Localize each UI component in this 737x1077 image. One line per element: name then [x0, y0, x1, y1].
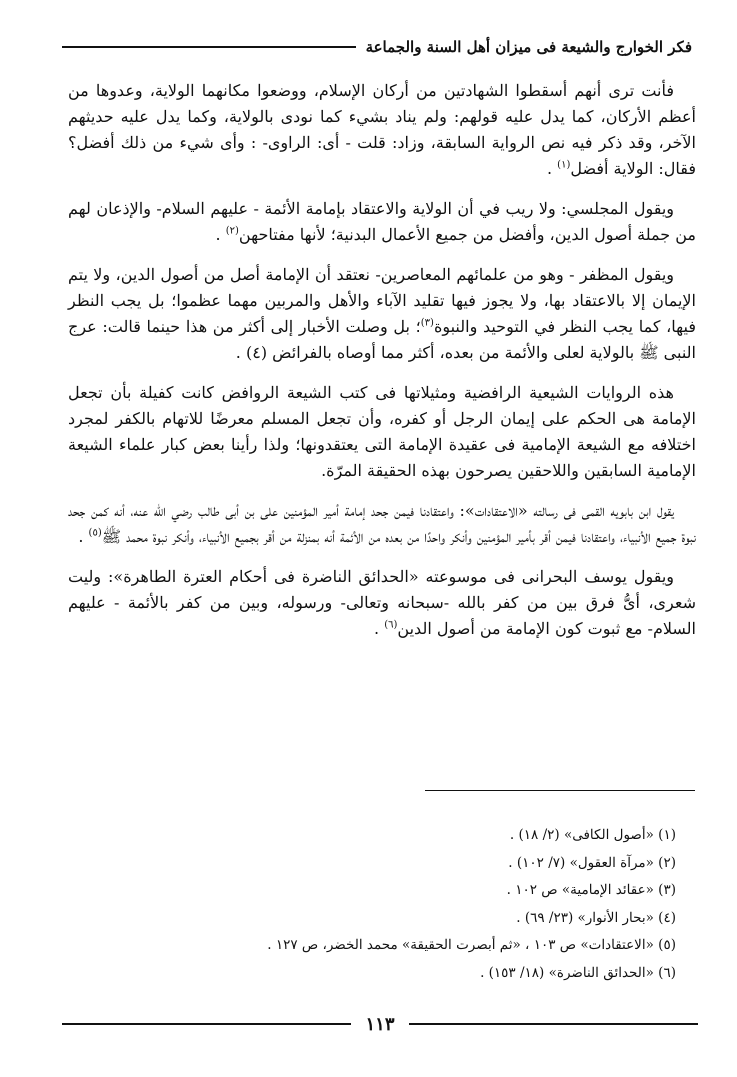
paragraph-5: يقول ابن بابويه القمى فى رسالته «الاعتقادات»: واعتقادنا فيمن جحد إمامة أمير المؤمنين على بن أبى طالب رضي الله عنه، أنه كمن جحد نبوة جميع الأنبياء، واعتقادنا فيمن أقر بأمير المؤمنين وأنكر واحدًا من بعده من الأئمة أنه بمنزلة من أقر بجميع الأنبياء، وأنكر نبوة محمد ﷺ$^{(٥)}$ .	[68, 501, 696, 546]
running-header	[62, 34, 692, 60]
footnote-4: (٤) «بحار الأنوار» (٢٣/ ٦٩) .	[516, 909, 676, 926]
footnote-5: (٥) «الاعتقادات» ص ١٠٣ ، «ثم أبصرت الحقيقة» محمد الخضر، ص ١٢٧ .	[267, 937, 676, 953]
main-text	[68, 78, 696, 656]
paragraph-2: ويقول المجلسي: ولا ريب في أن الولاية والاعتقاد بإمامة الأئمة - عليهم السلام- والإذعان لهم من جملة أصول الدين، وأفضل من جميع الأعمال البدنية؛ لأنها مفتاحهن$^{(٢)}$ .	[68, 199, 696, 244]
footnote-ref-3: (٣)	[420, 317, 434, 329]
footnote-separator	[425, 790, 695, 791]
footnote-1: (١) «أصول الكافى» (٢/ ١٨) .	[509, 827, 676, 843]
footnote-6: (٦) «الحدائق الناضرة» (١٨/ ١٥٣) .	[480, 964, 676, 981]
footnotes	[60, 822, 676, 987]
footer-rule-right	[409, 1023, 699, 1025]
header-title: فكر الخوارج والشيعة فى ميزان أهل السنة والجماعة	[365, 38, 692, 56]
footnote-ref-6: (٦)	[384, 619, 398, 631]
paragraph-4: هذه الروايات الشيعية الرافضية ومثيلاتها فى كتب الشيعة الروافض كانت كفيلة بأن تجعل الإمامة هى الحكم على إيمان الرجل أو كفره، وأن تجعل المسلم معرضًا للاتهام بالكفر لمجرد اختلافه مع الشيعة الإمامية فى عقيدة الإمامة التى يعتقدونها؛ ولذا رأينا بعض كبار علماء الشيعة الإمامية السابقين واللاحقين يصرحون بهذه الحقيقة المرّة.	[68, 383, 696, 480]
footnote-ref-1: (١)	[557, 159, 571, 171]
paragraph-1: فأنت ترى أنهم أسقطوا الشهادتين من أركان الإسلام، ووضعوا مكانهما الولاية، وعدوها من أعظم الأركان، كما يدل عليه قولهم: ولم يناد بشيء كما نودى بالولاية، وكما يدل عليه حديثهم الآخر، وقد ذكر فيه نص الرواية السابقة، وزاد: قلت - أى: الراوى- : وأى شيء من ذلك أفضل؟ فقال: الولاية أفضل$^{(١)}$ .	[68, 81, 697, 178]
footer-rule-left	[62, 1023, 352, 1025]
footnote-ref-2: (٢)	[225, 225, 239, 237]
page-number: ١١٣	[365, 1013, 395, 1035]
footnote-ref-5: (٥)	[88, 527, 102, 539]
page-footer	[62, 1012, 698, 1036]
paragraph-3: ويقول المظفر - وهو من علمائهم المعاصرين- نعتقد أن الإمامة أصل من أصول الدين، ولا يتم الإيمان إلا بالاعتقاد بها، ولا يجوز فيها تقليد الآباء والأهل والمربين مهما عظموا؛ بل يجب النظر فيها، كما يجب النظر في التوحيد والنبوة$^{(٣)}$؛ بل وصلت الأخبار إلى أكثر من هذا حينما قالت: عرج النبى ﷺ بالولاية لعلى والأئمة من بعده، أكثر مما أوصاه بالفرائض (٤) .	[68, 265, 696, 362]
footnote-3: (٣) «عقائد الإمامية» ص ١٠٢ .	[506, 882, 676, 898]
footnote-2: (٢) «مرآة العقول» (٧/ ١٠٢) .	[508, 854, 676, 871]
header-rule	[62, 46, 356, 48]
paragraph-6: ويقول يوسف البحرانى فى موسوعته «الحدائق الناضرة فى أحكام العترة الطاهرة»: وليت شعرى، أىُّ فرق بين من كفر بالله -سبحانه وتعالى- ورسوله، وبين من كفر بالأئمة - عليهم السلام- مع ثبوت كون الإمامة من أصول الدين$^{(٦)}$ .	[68, 567, 696, 638]
